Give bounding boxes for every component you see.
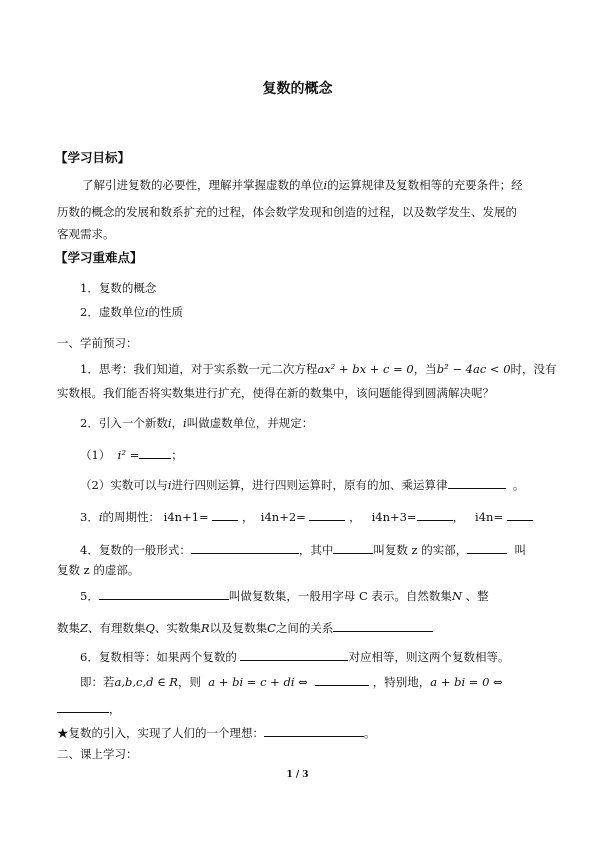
objectives-line-2: 历数的概念的发展和数系扩充的过程，体会数学发现和创造的过程，以及数学发生、发展的 [57, 205, 517, 219]
question-6-line-3: ， [57, 700, 121, 717]
answer-blank[interactable] [507, 508, 533, 521]
question-2-line-1: 2．引入一个新数i，i叫做虚数单位，并规定： [80, 416, 314, 430]
answer-blank[interactable] [57, 700, 109, 713]
question-2-sub-2: （2）实数可以与i进行四则运算，进行四则运算时，原有的加、乘运算律 。 [80, 478, 525, 492]
question-1-line-2: 实数根。我们能否将实数集进行扩充，使得在新的数集中，该问题能得到圆满解决呢？ [57, 386, 494, 400]
page-number: 1 / 3 [286, 770, 309, 780]
question-3: 3．i的周期性： i4n+1= ， i4n+2= ， i4n+3= ， i4n= [80, 508, 533, 525]
answer-blank[interactable] [333, 541, 373, 554]
question-2-sub-1: （1） i² = ； [80, 448, 183, 462]
section-class-heading: 二、课上学习： [57, 747, 138, 761]
question-5-line-1: 5． 叫做复数集，一般用字母 C 表示。自然数集N 、整 [80, 589, 489, 603]
question-5-line-2: 数集Z、有理数集Q、实数集R以及复数集C之间的关系 [57, 619, 433, 636]
answer-blank[interactable] [240, 648, 348, 661]
answer-blank[interactable] [99, 587, 229, 600]
answer-blank[interactable] [191, 541, 299, 554]
answer-blank[interactable] [139, 446, 171, 459]
key-point-2: 2．虚数单位i的性质 [80, 305, 184, 319]
question-4-line-1: 4．复数的一般形式： ，其中 叫复数 z 的实部， 叫 [80, 543, 527, 557]
question-6-line-1: 6．复数相等：如果两个复数的 对应相等，则这两个复数相等。 [80, 650, 510, 664]
answer-blank[interactable] [315, 673, 369, 686]
answer-blank[interactable] [448, 476, 506, 489]
objectives-line-1: 了解引进复数的必要性，理解并掌握虚数的单位i的运算规律及复数相等的充要条件；经 [82, 178, 523, 192]
key-point-1: 1．复数的概念 [80, 281, 157, 295]
question-4-line-2: 复数 z 的虚部。 [57, 563, 140, 577]
answer-blank[interactable] [333, 619, 433, 632]
answer-blank[interactable] [212, 508, 238, 521]
question-1-line-1: 1．思考：我们知道，对于实系数一元二次方程ax² + bx + c = 0，当b² − 4ac < 0时，没有 [80, 362, 557, 376]
question-6-line-2: 即：若a,b,c,d ∈ R，则 a + bi = c + di ⇔ ，特别地，a + bi = 0 ⇔ [80, 675, 503, 689]
section-preview-heading: 一、学前预习： [57, 336, 138, 350]
page-title: 复数的概念 [262, 81, 333, 97]
key-points-heading: 【学习重难点】 [55, 250, 143, 265]
answer-blank[interactable] [467, 541, 507, 554]
answer-blank[interactable] [309, 508, 345, 521]
objectives-line-3: 客观需求。 [57, 227, 115, 241]
answer-blank[interactable] [417, 508, 453, 521]
answer-blank[interactable] [264, 724, 364, 737]
star-line: ★复数的引入，实现了人们的一个理想： 。 [57, 726, 376, 740]
objectives-heading: 【学习目标】 [55, 150, 131, 165]
